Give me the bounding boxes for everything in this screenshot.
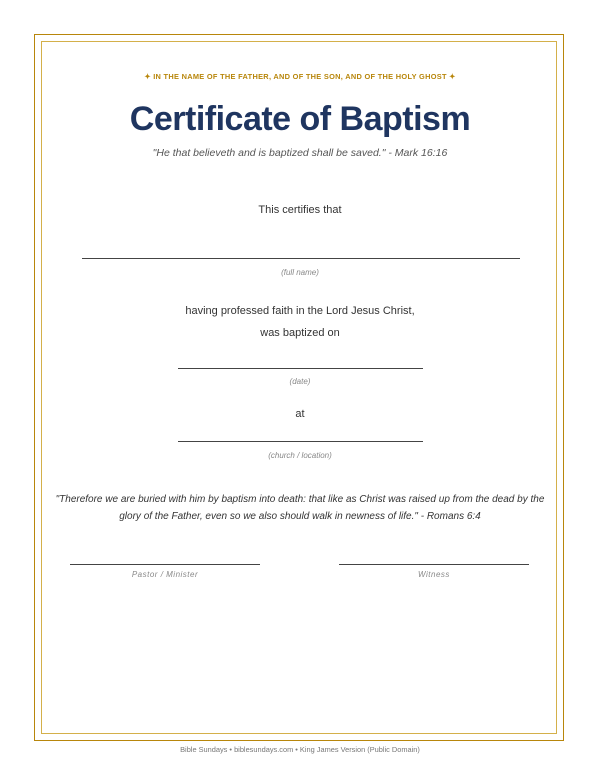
faith-text: having professed faith in the Lord Jesus Christ, — [185, 305, 415, 317]
full-name-line — [82, 258, 520, 259]
footer-text: Bible Sundays • biblesundays.com • King James Version (Public Domain) — [180, 745, 420, 754]
certificate-title: Certificate of Baptism — [129, 100, 471, 138]
witness-signature-line — [339, 564, 529, 565]
opening-verse: "He that believeth and is baptized shall be saved." - Mark 16:16 — [152, 147, 448, 159]
location-caption: (church / location) — [268, 451, 332, 460]
closing-verse: "Therefore we are buried with him by baptism into death: that like as Christ was raised up from the dead by the glory of the Father, even so we also should walk in newness of life." - Romans 6:4 — [55, 494, 545, 522]
baptized-on-text: was baptized on — [260, 327, 340, 339]
pastor-signature-line — [70, 564, 260, 565]
full-name-caption: (full name) — [281, 268, 319, 277]
date-line — [178, 368, 423, 369]
invocation-line: ✦ IN THE NAME OF THE FATHER, AND OF THE SON, AND OF THE HOLY GHOST ✦ — [144, 72, 456, 81]
witness-signature-caption: Witness — [418, 570, 450, 579]
certifies-text: This certifies that — [258, 204, 342, 216]
certificate-border-inner — [41, 41, 557, 734]
date-caption: (date) — [289, 377, 311, 386]
at-text: at — [295, 408, 305, 420]
location-line — [178, 441, 423, 442]
pastor-signature-caption: Pastor / Minister — [131, 570, 199, 579]
